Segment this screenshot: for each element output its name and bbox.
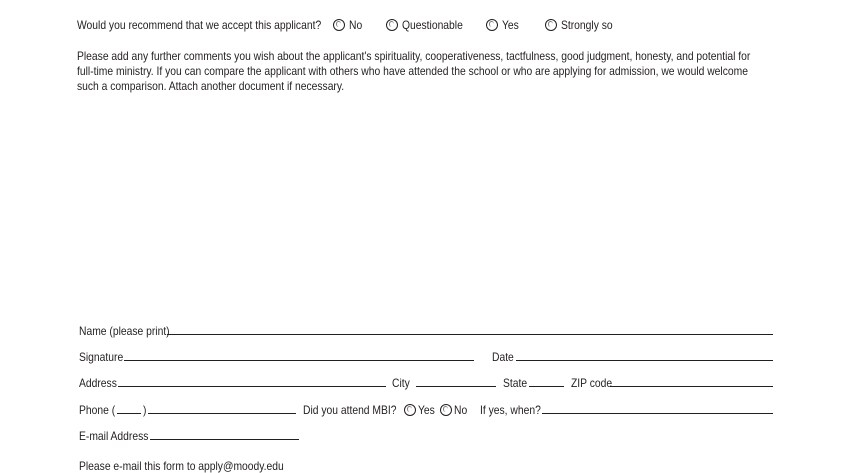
phone-paren: ) bbox=[143, 403, 147, 417]
state-line[interactable] bbox=[529, 386, 564, 387]
email-line[interactable] bbox=[150, 439, 299, 440]
radio-questionable[interactable] bbox=[386, 19, 398, 31]
attend-mbi-question: Did you attend MBI? bbox=[303, 403, 397, 417]
radio-strongly-so[interactable] bbox=[545, 19, 557, 31]
date-line[interactable] bbox=[516, 360, 773, 361]
attend-no-radio[interactable] bbox=[440, 404, 452, 416]
city-label: City bbox=[392, 376, 410, 390]
address-line[interactable] bbox=[118, 386, 386, 387]
radio-yes[interactable] bbox=[486, 19, 498, 31]
radio-no-label: No bbox=[349, 18, 363, 32]
state-label: State bbox=[503, 376, 528, 390]
phone-number-line[interactable] bbox=[148, 413, 296, 414]
phone-area-code-line[interactable] bbox=[117, 413, 141, 414]
name-line[interactable] bbox=[167, 334, 773, 335]
if-yes-when-label: If yes, when? bbox=[480, 403, 541, 417]
attend-no-label: No bbox=[454, 403, 468, 417]
radio-no[interactable] bbox=[333, 19, 345, 31]
zip-line[interactable] bbox=[610, 386, 773, 387]
zip-label: ZIP code bbox=[571, 376, 613, 390]
attend-yes-label: Yes bbox=[418, 403, 435, 417]
attend-yes-radio[interactable] bbox=[404, 404, 416, 416]
radio-questionable-label: Questionable bbox=[402, 18, 463, 32]
radio-yes-label: Yes bbox=[502, 18, 519, 32]
if-yes-when-line[interactable] bbox=[542, 413, 773, 414]
recommend-question: Would you recommend that we accept this applicant? bbox=[77, 18, 322, 32]
comments-instructions: Please add any further comments you wish about the applicant's spirituality, cooperativeness, tactfulness, good judgment, honesty, and potential for full-time ministry. If you can compare the applicant with others who have attended the school or who are applying for admission, we would welcome such a comparison. Attach another document if necessary. bbox=[77, 49, 751, 93]
footer-note: Please e-mail this form to apply@moody.edu bbox=[79, 459, 284, 473]
comments-area[interactable] bbox=[77, 100, 773, 315]
email-label: E-mail Address bbox=[79, 429, 149, 443]
signature-line[interactable] bbox=[124, 360, 474, 361]
date-label: Date bbox=[492, 350, 514, 364]
radio-strongly-so-label: Strongly so bbox=[561, 18, 613, 32]
city-line[interactable] bbox=[416, 386, 496, 387]
signature-label: Signature bbox=[79, 350, 124, 364]
name-label: Name (please print) bbox=[79, 324, 170, 338]
address-label: Address bbox=[79, 376, 117, 390]
phone-label: Phone ( bbox=[79, 403, 116, 417]
